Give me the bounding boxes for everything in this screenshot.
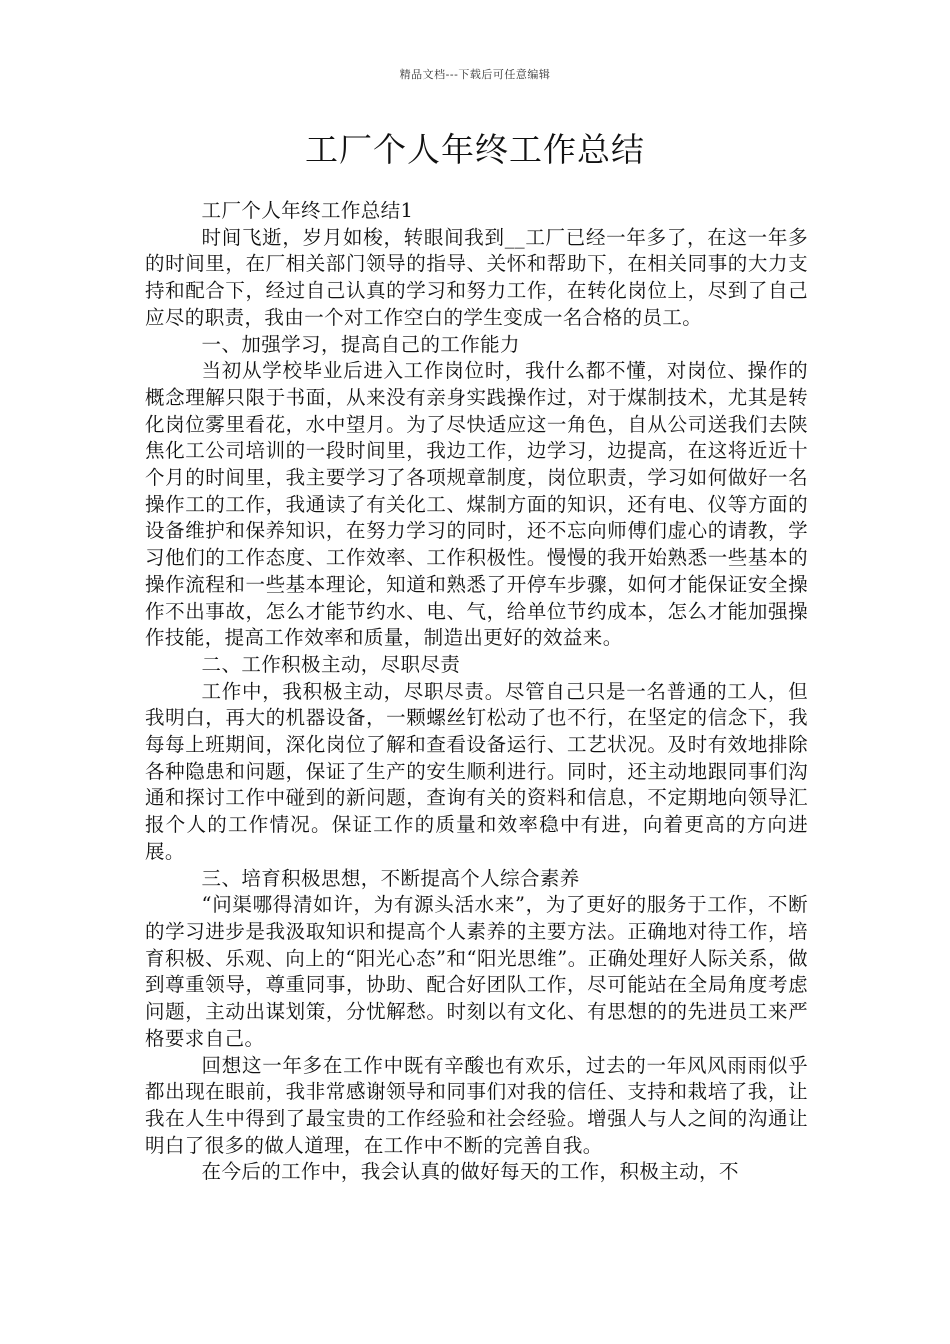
- section-heading-2: 二、工作积极主动，尽职尽责: [201, 652, 461, 676]
- section-heading-3: 三、培育积极思想，不断提高个人综合素养: [201, 866, 580, 890]
- reflection-paragraph: 回想这一年多在工作中既有辛酸也有欢乐，过去的一年风风雨雨似乎都出现在眼前，我非常感谢领导和同事们对我的信任、支持和栽培了我，让我在人生中得到了最宝贵的工作经验和社会经验。增强人与人之间的沟通让明白了很多的做人道理，在工作中不断的完善自我。: [145, 1053, 808, 1157]
- section-3-paragraph: “问渠哪得清如许，为有源头活水来”，为了更好的服务于工作，不断的学习进步是我汲取知识和提高个人素养的主要方法。正确地对待工作，培育积极、乐观、向上的“阳光心态”和“阳光思维”。正确处理好人际关系，做到尊重领导，尊重同事，协助、配合好团队工作，尽可能站在全局角度考虑问题，主动出谋划策，分忧解愁。时刻以有文化、有思想的的先进员工来严格要求自己。: [145, 893, 808, 1050]
- closing-paragraph: 在今后的工作中，我会认真的做好每天的工作，积极主动，不: [201, 1160, 739, 1184]
- section-heading-1: 一、加强学习，提高自己的工作能力: [201, 332, 520, 356]
- document-title: 工厂个人年终工作总结: [305, 130, 645, 169]
- subtitle-paragraph: 工厂个人年终工作总结1: [201, 199, 414, 222]
- page-header-note: 精品文档---下载后可任意编辑: [399, 68, 551, 81]
- section-1-paragraph: 当初从学校毕业后进入工作岗位时，我什么都不懂，对岗位、操作的概念理解只限于书面，从来没有亲身实践操作过，对于煤制技术，尤其是转化岗位雾里看花，水中望月。为了尽快适应这一角色，自从公司送我们去陕焦化工公司培训的一段时间里，我边工作，边学习，边提高，在这将近近十个月的时间里，我主要学习了各项规章制度，岗位职责，学习如何做好一名操作工的工作，我通读了有关化工、煤制方面的知识，还有电、仪等方面的设备维护和保养知识，在努力学习的同时，还不忘向师傅们虚心的请教，学习他们的工作态度、工作效率、工作积极性。慢慢的我开始熟悉一些基本的操作流程和一些基本理论，知道和熟悉了开停车步骤，如何才能保证安全操作不出事故，怎么才能节约水、电、气，给单位节约成本，怎么才能加强操作技能，提高工作效率和质量，制造出更好的效益来。: [145, 359, 808, 650]
- intro-paragraph: 时间飞逝，岁月如梭，转眼间我到__工厂已经一年多了，在这一年多的时间里，在厂相关部门领导的指导、关怀和帮助下，在相关同事的大力支持和配合下，经过自己认真的学习和努力工作，在转化岗位上，尽到了自己应尽的职责，我由一个对工作空白的学生变成一名合格的员工。: [145, 225, 808, 329]
- document-body: [145, 198, 808, 1186]
- section-2-paragraph: 工作中，我积极主动，尽职尽责。尽管自己只是一名普通的工人，但我明白，再大的机器设备，一颗螺丝钉松动了也不行，在坚定的信念下，我每每上班期间，深化岗位了解和查看设备运行、工艺状况。及时有效地排除各种隐患和问题，保证了生产的安生顺利进行。同时，还主动地跟同事们沟通和探讨工作中碰到的新问题，查询有关的资料和信息，不定期地向领导汇报个人的工作情况。保证工作的质量和效率稳中有进，向着更高的方向进展。: [145, 679, 808, 863]
